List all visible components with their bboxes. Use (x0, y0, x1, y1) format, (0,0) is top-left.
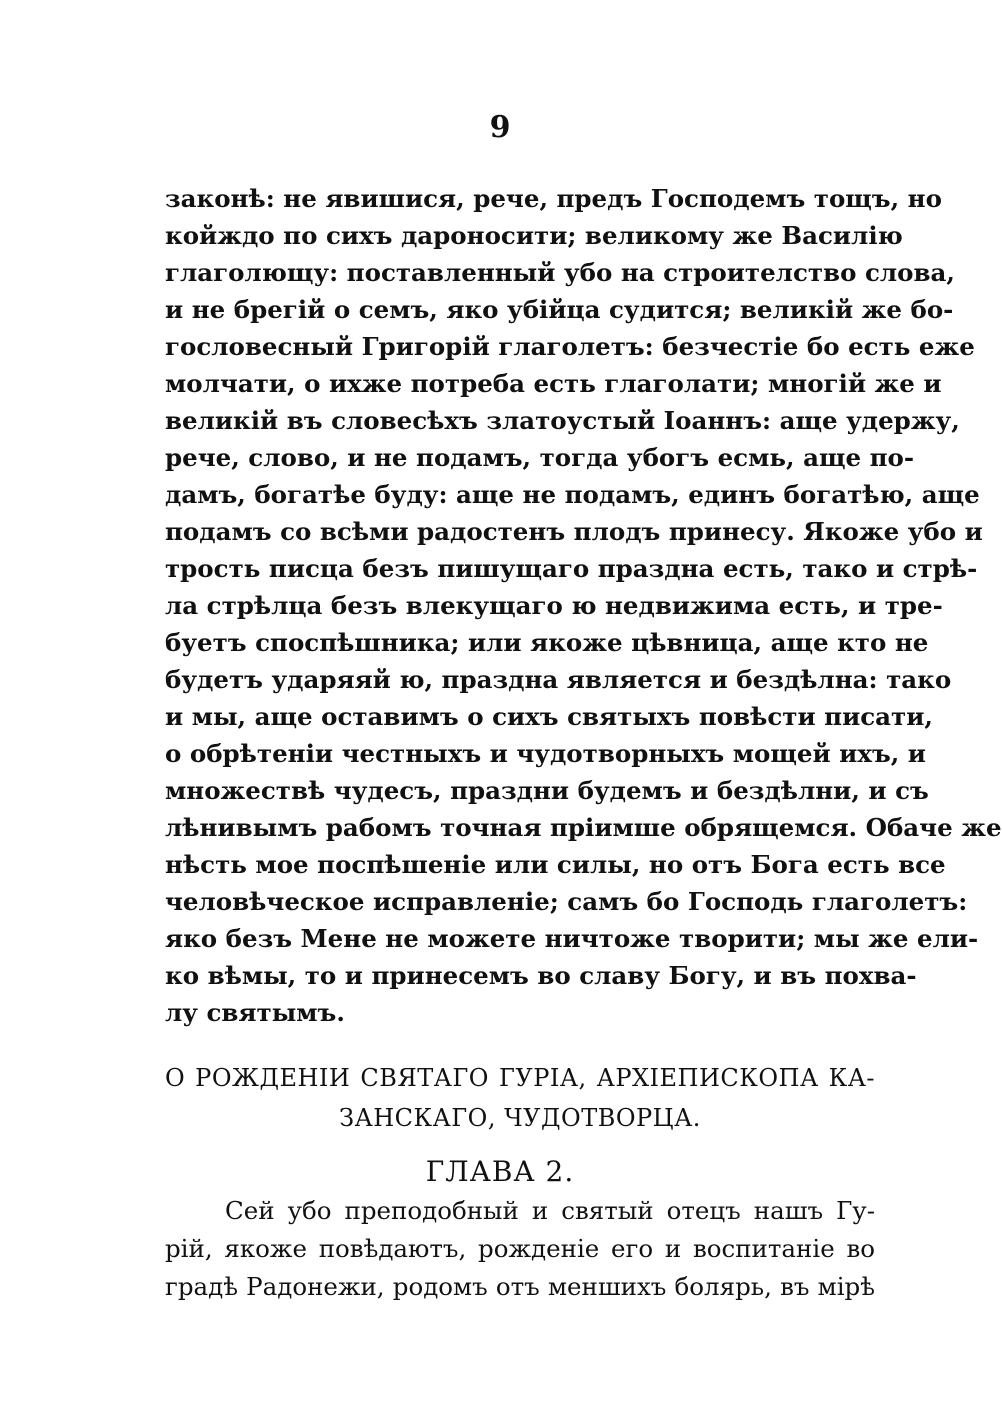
text-line: законѣ: не явишися, рече, предъ Господемъ тощъ, но (165, 184, 942, 213)
text-line: трость писца безъ пишущаго праздна есть, тако и стрѣ- (165, 554, 978, 583)
text-line: рій, якоже повѣдаютъ, рожденіе его и воспитаніе во (165, 1234, 875, 1263)
page-number: 9 (489, 110, 511, 145)
text-line: койждо по сихъ дароносити; великому же Василію (165, 221, 903, 250)
text-line: лѣнивымъ рабомъ точная пріимше обрящемся. Обаче же (165, 813, 1002, 842)
text-line: и мы, аще оставимъ о сихъ святыхъ повѣсти писати, (165, 702, 933, 731)
section-heading-line: О РОЖДЕНІИ СВЯТАГО ГУРІА, АРХІЕПИСКОПА КА- (165, 1064, 875, 1092)
text-line: нѣсть мое поспѣшеніе или силы, но отъ Бога есть все (165, 850, 946, 879)
text-line: Сей убо преподобный и святый отецъ нашъ Гу- (225, 1196, 875, 1225)
text-line: дамъ, богатѣе буду: аще не подамъ, единъ богатѣю, аще (165, 480, 980, 509)
chapter-title: ГЛАВА 2. (425, 1155, 575, 1188)
text-line: глаголющу: поставленный убо на строителство слова, (165, 258, 955, 287)
section-heading-line: ЗАНСКАГО, ЧУДОТВОРЦА. (339, 1104, 701, 1132)
section-heading (165, 1058, 875, 1138)
chapter-text (165, 1192, 875, 1306)
text-line: ко вѣмы, то и принесемъ во славу Богу, и въ похва- (165, 961, 917, 990)
text-line: о обрѣтеніи честныхъ и чудотворныхъ мощей ихъ, и (165, 739, 926, 768)
text-line: рече, слово, и не подамъ, тогда убогъ есмь, аще по- (165, 443, 915, 472)
text-line: гословесный Григорій глаголетъ: безчестіе бо есть еже (165, 332, 975, 361)
text-line: будетъ ударяяй ю, праздна является и бездѣлна: тако (165, 665, 952, 694)
text-line: градѣ Радонежи, родомъ отъ меншихъ болярь, въ мірѣ (165, 1272, 875, 1301)
text-line: великій въ словесѣхъ златоустый Іоаннъ: аще удержу, (165, 406, 960, 435)
text-line: множествѣ чудесъ, праздни будемъ и бездѣлни, и съ (165, 776, 929, 805)
text-line: ла стрѣлца безъ влекущаго ю недвижима есть, и тре- (165, 591, 943, 620)
text-line: яко безъ Мене не можете ничтоже творити; мы же ели- (165, 924, 979, 953)
text-line: подамъ со всѣми радостенъ плодъ принесу. Якоже убо и (165, 517, 983, 546)
text-line: человѣческое исправленіе; самъ бо Господь глаголетъ: (165, 887, 968, 916)
body-text (165, 180, 1002, 1031)
text-line: молчати, о ихже потреба есть глаголати; многій же и (165, 369, 942, 398)
text-line: лу святымъ. (165, 998, 345, 1027)
text-line: и не брегій о семъ, яко убійца судится; великій же бо- (165, 295, 954, 324)
text-line: буетъ споспѣшника; или якоже цѣвница, аще кто не (165, 628, 929, 657)
